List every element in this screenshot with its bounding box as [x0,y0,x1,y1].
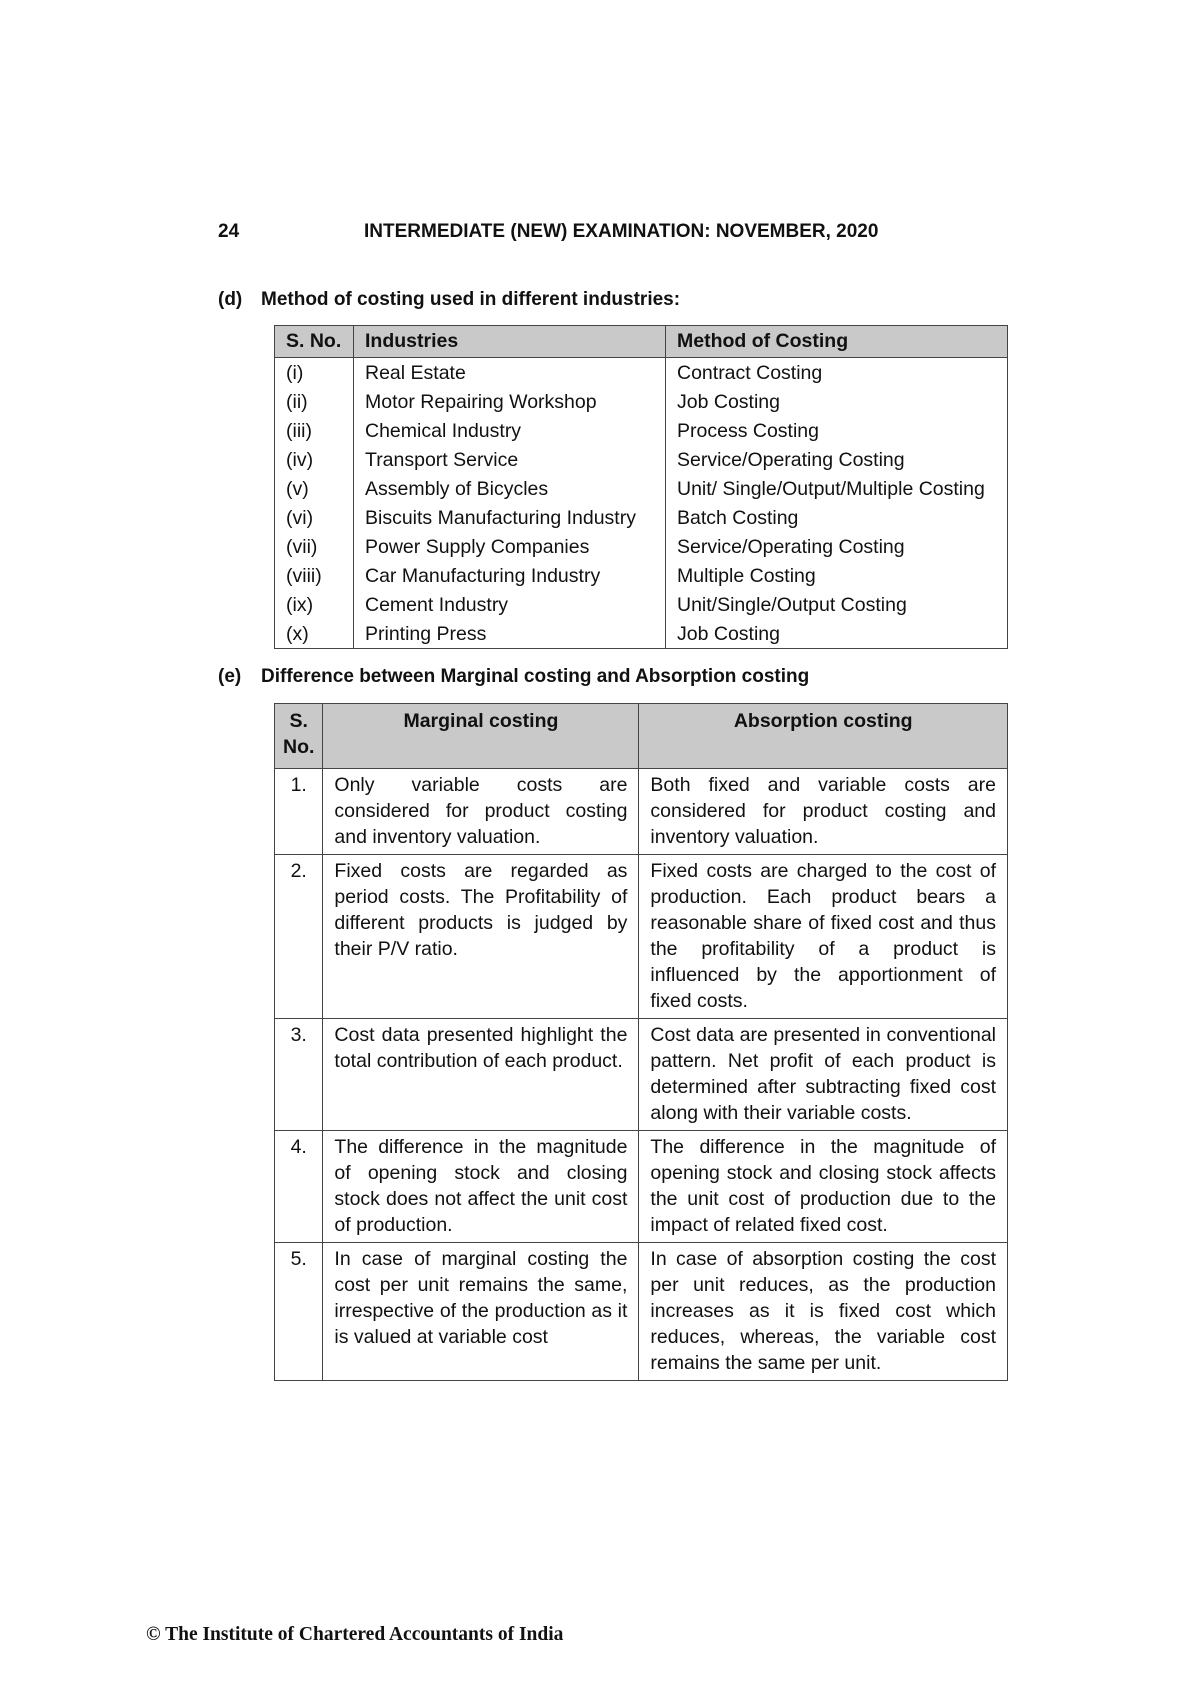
cell-sno: (ii) [275,387,354,416]
cell-method: Job Costing [666,387,1008,416]
cell-sno: (vii) [275,532,354,561]
cell-marginal: Only variable costs are considered for product costing and inventory valuation. [323,769,639,855]
cell-industry: Printing Press [354,619,666,649]
col-header-sno: S. No. [275,326,354,358]
section-d-letter: (d) [218,289,243,310]
cell-absorption: Both fixed and variable costs are considered for product costing and inventory valuation. [639,769,1008,855]
section-e-heading [218,666,809,688]
cell-sno: 1. [275,769,323,855]
col-header-method: Method of Costing [666,326,1008,358]
cell-marginal: Fixed costs are regarded as period costs. The Profitability of different products is judged by their P/V ratio. [323,855,639,1019]
cell-sno: (viii) [275,561,354,590]
table-row [275,769,1008,855]
table-row [275,445,1008,474]
cell-industry: Power Supply Companies [354,532,666,561]
cell-method: Service/Operating Costing [666,445,1008,474]
cell-sno: (v) [275,474,354,503]
cell-sno: (iii) [275,416,354,445]
table-row [275,1131,1008,1243]
cell-industry: Cement Industry [354,590,666,619]
cell-sno: (ix) [275,590,354,619]
cell-industry: Real Estate [354,358,666,388]
table-row [275,416,1008,445]
section-e-letter: (e) [218,666,242,687]
table-row [275,387,1008,416]
cell-method: Job Costing [666,619,1008,649]
cell-industry: Chemical Industry [354,416,666,445]
cell-industry: Motor Repairing Workshop [354,387,666,416]
cell-absorption: In case of absorption costing the cost per unit reduces, as the production increases as it is fixed cost which reduces, whereas, the variable cost remains the same per unit. [639,1243,1008,1381]
table-header-row [275,704,1008,769]
cell-sno: 3. [275,1019,323,1131]
cell-sno: (i) [275,358,354,388]
costing-methods-table [274,325,1008,649]
copyright-footer: © The Institute of Chartered Accountants of India [146,1624,564,1645]
section-d-heading [218,289,680,311]
col-header-sno: S. No. [275,704,323,769]
cell-method: Service/Operating Costing [666,532,1008,561]
col-header-absorption: Absorption costing [639,704,1008,769]
cell-marginal: In case of marginal costing the cost per unit remains the same, irrespective of the production as it is valued at variable cost [323,1243,639,1381]
cell-method: Process Costing [666,416,1008,445]
table-header-row [275,326,1008,358]
cell-method: Multiple Costing [666,561,1008,590]
cell-sno: 2. [275,855,323,1019]
col-header-marginal: Marginal costing [323,704,639,769]
col-header-industries: Industries [354,326,666,358]
table-row [275,503,1008,532]
cell-method: Unit/ Single/Output/Multiple Costing [666,474,1008,503]
cell-industry: Car Manufacturing Industry [354,561,666,590]
marginal-vs-absorption-table [274,703,1008,1381]
cell-method: Unit/Single/Output Costing [666,590,1008,619]
section-e-title: Difference between Marginal costing and Absorption costing [261,666,810,687]
cell-absorption: Cost data are presented in conventional pattern. Net profit of each product is determined after subtracting fixed cost along with their variable costs. [639,1019,1008,1131]
table-row [275,532,1008,561]
cell-marginal: The difference in the magnitude of opening stock and closing stock does not affect the unit cost of production. [323,1131,639,1243]
table-row [275,619,1008,649]
table-row [275,1019,1008,1131]
cell-sno: (iv) [275,445,354,474]
table-row [275,474,1008,503]
cell-absorption: Fixed costs are charged to the cost of production. Each product bears a reasonable share of fixed cost and thus the profitability of a product is influenced by the apportionment of fixed costs. [639,855,1008,1019]
table-row [275,561,1008,590]
cell-sno: 5. [275,1243,323,1381]
cell-method: Contract Costing [666,358,1008,388]
cell-absorption: The difference in the magnitude of opening stock and closing stock affects the unit cost of production due to the impact of related fixed cost. [639,1131,1008,1243]
cell-sno: (vi) [275,503,354,532]
running-header: INTERMEDIATE (NEW) EXAMINATION: NOVEMBER, 2020 [364,221,879,242]
table-row [275,1243,1008,1381]
table-row [275,590,1008,619]
page-number: 24 [218,221,240,242]
section-d-title: Method of costing used in different industries: [261,289,681,310]
cell-sno: (x) [275,619,354,649]
cell-industry: Biscuits Manufacturing Industry [354,503,666,532]
cell-industry: Assembly of Bicycles [354,474,666,503]
cell-industry: Transport Service [354,445,666,474]
cell-sno: 4. [275,1131,323,1243]
table-row [275,855,1008,1019]
cell-method: Batch Costing [666,503,1008,532]
table-row [275,358,1008,388]
cell-marginal: Cost data presented highlight the total contribution of each product. [323,1019,639,1131]
